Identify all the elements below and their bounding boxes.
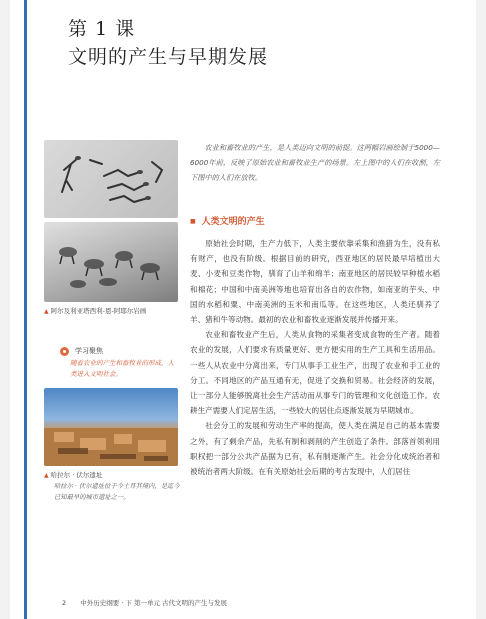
section-heading bbox=[190, 214, 265, 227]
section-heading-text: 人类文明的产生 bbox=[201, 217, 265, 227]
page-footer bbox=[62, 598, 227, 607]
image-caption bbox=[44, 306, 184, 315]
study-focus-text: 随着农业的产生和畜牧业的形成，人类进入文明社会。 bbox=[70, 359, 174, 378]
study-focus-heading: 学习聚焦 bbox=[75, 347, 103, 355]
rock-painting-image-harvest bbox=[44, 140, 178, 218]
archaeological-site-image bbox=[44, 388, 178, 466]
paragraph: 农业和畜牧业产生后，人类从食物的采集者变成食物的生产者。随着农业的发展，人们要求有质量更好、更方便实用的生产工具和生活用品。一些人从农业中分离出来，专门从事手工业生产，出现了农业和手工业的分工。不同地区的产品互通有无，促进了交换和贸易。社会经济的发展，让一部分人能够脱离社会生产活动而从事专门的管理和文化创造工作。农耕生产需要人们定居生活，一些较大的居住点逐渐发展为早期城市。 bbox=[190, 330, 440, 416]
study-focus-label bbox=[60, 346, 103, 356]
caption-text: 阿尔及利亚塔西利-恩-阿耶尔岩画 bbox=[50, 307, 147, 315]
caption-marker-icon: ▲ bbox=[44, 472, 49, 479]
rock-painting-image-herding bbox=[44, 222, 178, 302]
footer-text: 中外历史纲要 · 下 第一单元 古代文明的产生与发展 bbox=[80, 599, 228, 607]
page-title: 文明的产生与早期发展 bbox=[68, 46, 269, 68]
section-bullet-icon: ■ bbox=[190, 218, 196, 225]
intro-paragraph: 农业和畜牧业的产生，是人类迈向文明的前提。这两幅岩画绘制于5000—6000年前，反映了原始农业和畜牧业生产的场景。左上图中的人们在收割，左下图中的人们在放牧。 bbox=[190, 143, 440, 182]
site-caption-description: 哈拉尔 · 伏尔遗址位于今土耳其境内，是迄今已知最早的城市遗址之一。 bbox=[54, 483, 180, 501]
focus-icon bbox=[60, 347, 69, 356]
page-edge-bar bbox=[24, 0, 27, 619]
body-text bbox=[190, 236, 440, 479]
lesson-number: 第 1 课 bbox=[68, 18, 136, 40]
site-caption-title: 哈拉尔 · 伏尔遗址 bbox=[50, 471, 103, 479]
page-number: 2 bbox=[62, 599, 67, 607]
paragraph: 原始社会时期，生产力低下，人类主要依靠采集和渔猎为生，没有私有财产，也没有阶级。根据目前的研究，西亚地区的居民最早培植出大麦、小麦和豆类作物，驯育了山羊和绵羊；南亚地区的居民较早种植水稻和棉花；中国和中南美洲等地也培育出各自的农作物，如南亚的芋头、中国的水稻和粟、中南美洲的玉米和南瓜等。在这些地区，人类还驯养了羊、猪和牛等动物。最初的农业和畜牧业逐渐发展并传播开来。 bbox=[190, 239, 440, 325]
paragraph: 社会分工的发展和劳动生产率的提高，使人类在满足自己的基本需要之外，有了剩余产品，先私有制和剥削的产生创造了条件。部落首领利用职权把一部分公共产品据为已有，私有制逐渐产生。社会分化成统治者和被统治者两大阶级。在有关原始社会后期的考古发现中，人们居住 bbox=[190, 421, 440, 477]
site-caption bbox=[44, 470, 184, 479]
caption-marker-icon: ▲ bbox=[44, 308, 49, 315]
textbook-page bbox=[10, 0, 476, 619]
